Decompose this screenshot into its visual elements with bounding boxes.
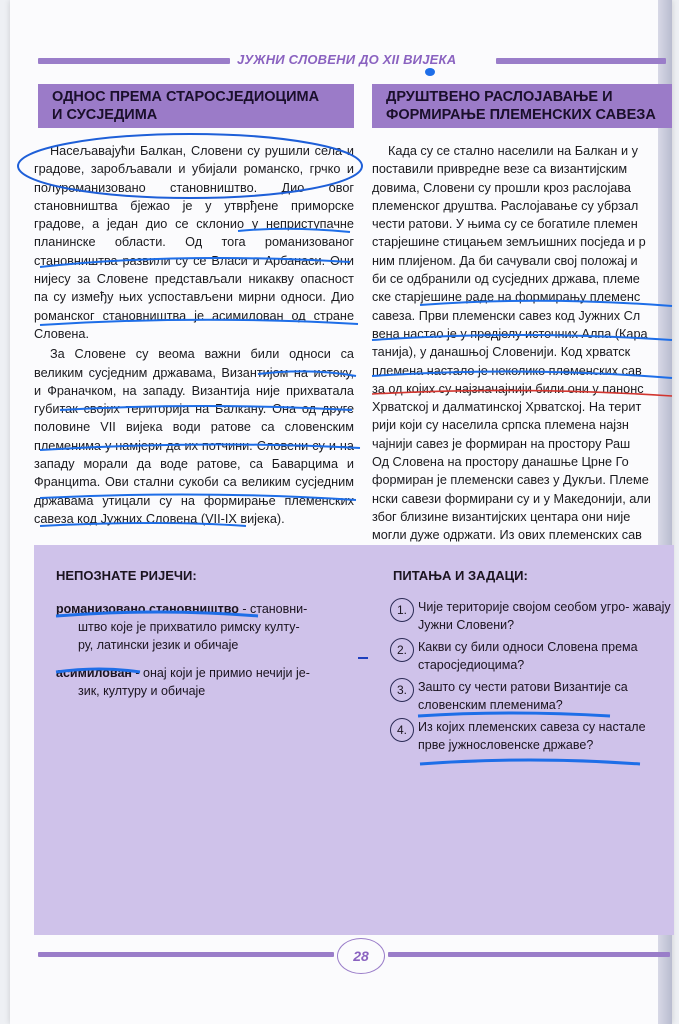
left-section-title (38, 84, 354, 128)
glossary-heading: НЕПОЗНАТЕ РИЈЕЧИ: (56, 568, 197, 583)
right-text-line: старјешине стицањем земљишних посједа и р (372, 235, 646, 250)
right-text-line: довима, Словени су прошли кроз раслојава (372, 180, 631, 195)
right-text-line: племенског друштва. Раслојавање су убрзал (372, 198, 639, 213)
right-text-line: савеза. Први племенски савез код Јужних Сл (372, 308, 641, 323)
glossary-definition-line: ру, латински језик и обичаје (78, 638, 239, 652)
right-text-line: формиран је племенски савез у Дукљи. Племе (372, 473, 649, 488)
header-rule-left (38, 58, 230, 64)
question-item (388, 598, 673, 634)
left-title-line2: И СУСЈЕДИМА (52, 107, 158, 123)
right-text-line: ним плијеном. Да би сачували свој положај и (372, 253, 638, 268)
glossary-first-line (56, 600, 356, 618)
right-text-line: чајнији савез је формиран на простору Раш (372, 436, 631, 451)
header-rule-right (496, 58, 666, 64)
left-column-text (34, 142, 354, 528)
left-title-line1: ОДНОС ПРЕМА СТАРОСЈЕДИОЦИМА (52, 89, 320, 105)
right-text-line: племена настало је неколико племенских сав (372, 363, 642, 378)
glossary-definition-line: штво које је прихватило римску култу- (78, 620, 300, 634)
left-paragraph-2: За Словене су веома важни били односи са великим сусједним државама, Византијом на истоку, и Франачком, на западу. Византија није прихватала губитак својих територија на Балкану. Она од друге половине VII вијека води ратове са словенским племенима у намјери да их потчини. Словени су и на западу морали да воде ратове, са Баварцима и Франциma. Ови стални сукоби са великим сусједним државама утицали су на формирање племенских савеза код Јужних Словена (VII-IX вијека). (34, 347, 354, 526)
glossary-term: романизовано становништво (56, 602, 239, 616)
footer-rule-left (38, 952, 334, 957)
right-text-line: Од Словена на простору данашње Црне Го (372, 455, 629, 470)
right-column-text (372, 142, 672, 563)
question-number: 4. (390, 718, 414, 742)
question-number: 1. (390, 598, 414, 622)
left-paragraph-1: Насељавајући Балкан, Словени су рушили села и градове, заробљавали и убијали романско, грчко и полуроманизовано становништво. Дио овог становништва бјежао је у утврђене приморске градове, а један дио се склонио у неприступачне планинске области. Од тога романизованог становништва развили су се Власи и Арбанаси. Они нијесу за Словене представљали никакву опасност па су између њих успостављени мирни односи. Дио романског становништва је асимилован од стране Словена. (34, 144, 354, 341)
glossary-term: асимилован (56, 666, 132, 680)
right-text-line: Хрватској и далматинској Хрватској. На терит (372, 400, 642, 415)
right-text-line: поставили привредне везе са византијским (372, 162, 628, 177)
question-text: Какви су били односи Словена према старосједиоцима? (418, 640, 638, 672)
question-text: Из којих племенских савеза су настале прве јужнословенске државе? (418, 720, 646, 752)
glossary-list (56, 600, 356, 710)
question-item (388, 718, 673, 754)
right-text-line: чести ратови. У њима су се богатиле племен (372, 217, 638, 232)
glossary-first-line (56, 664, 356, 682)
right-text-line: рији који су населила српска племена најзн (372, 418, 629, 433)
question-text: Зашто су чести ратови Византије са словенским племенима? (418, 680, 628, 712)
question-number: 2. (390, 638, 414, 662)
right-text-line: вена настао је у предјелу источних Алпа (Кара (372, 326, 648, 341)
right-text-line: због близине византијских центара они није (372, 509, 631, 524)
glossary-definition: - онај који је примио нечији је- (131, 666, 310, 680)
page-number: 28 (337, 938, 385, 974)
glossary-entry (56, 600, 356, 654)
right-text-line: ске старјешине раде на формирању племенс (372, 290, 641, 305)
question-item (388, 678, 673, 714)
questions-list (388, 598, 673, 758)
footer-rule-right (388, 952, 670, 957)
glossary-definition: - становни- (238, 602, 308, 616)
right-text-line: Када су се стално населили на Балкан и у (388, 144, 638, 158)
right-text-line: нски савези формирани су и у Македонији, али (372, 491, 651, 506)
right-section-title (372, 84, 672, 128)
right-text-line: за од којих су најзначајнији били они у панонс (372, 381, 644, 396)
glossary-entry (56, 664, 356, 700)
chapter-title: ЈУЖНИ СЛОВЕНИ ДО XII ВИЈЕКА (237, 52, 457, 67)
question-item (388, 638, 673, 674)
question-text: Чије територије својом сеобом угро- жавају Јужни Словени? (418, 600, 671, 632)
glossary-definition-line: зик, културу и обичаје (78, 684, 206, 698)
questions-heading: ПИТАЊА И ЗАДАЦИ: (393, 568, 528, 583)
question-number: 3. (390, 678, 414, 702)
right-title-line1: ДРУШТВЕНО РАСЛОЈАВАЊЕ И (386, 89, 613, 105)
right-text-line: танија), у данашњој Словенији. Код хрватск (372, 345, 631, 360)
right-text-line: би се одбранили од сусједних држава, племе (372, 272, 640, 287)
right-title-line2: ФОРМИРАЊЕ ПЛЕМЕНСКИХ САВЕЗА (386, 107, 656, 123)
right-text-line: могли дуже одржати. Из ових племенских сав (372, 528, 642, 543)
